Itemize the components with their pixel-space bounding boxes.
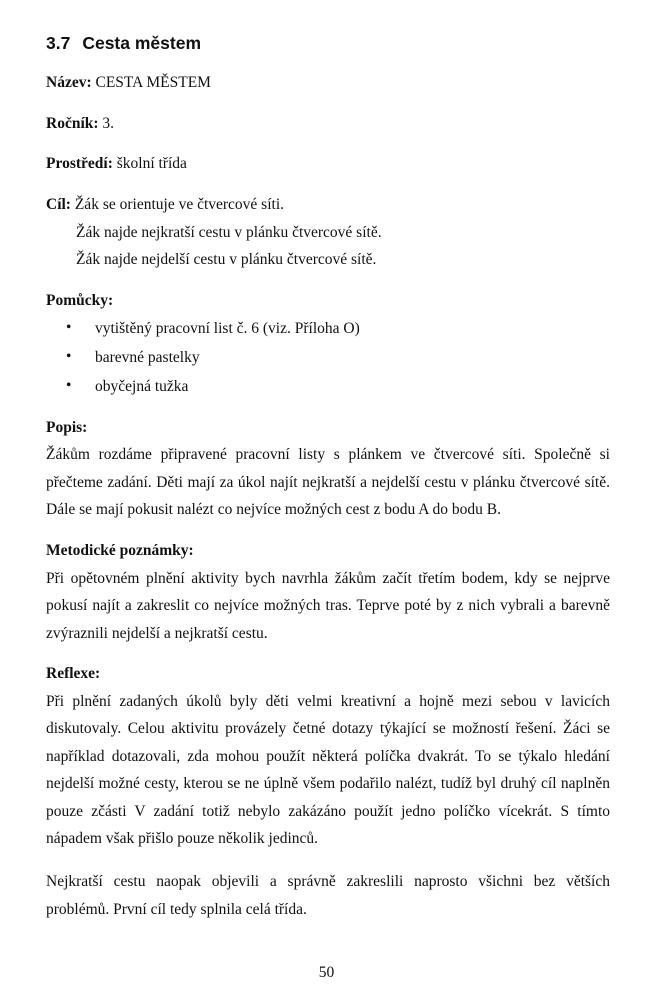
reflection-p1-line-6: nápadem však přišlo pouze několik jedinců. xyxy=(46,830,319,847)
bullet-icon: • xyxy=(66,377,72,394)
environment-field xyxy=(46,154,187,174)
environment-value: školní třída xyxy=(116,155,187,172)
environment-label: Prostředí: xyxy=(46,155,113,172)
description-line-2: přečteme zadání. Děti mají za úkol najít nejkratší a nejdelší cestu v plánku čtvercové sítě. xyxy=(46,474,610,491)
notes-line-3: zvýraznili nejdelší a nejkratší cestu. xyxy=(46,625,268,642)
section-title: Cesta městem xyxy=(82,33,201,53)
description-line-3: Dále se mají pokusit nalézt co nejvíce možných cest z bodu A do bodu B. xyxy=(46,501,501,518)
goal-line-1 xyxy=(46,195,284,215)
name-field xyxy=(46,73,211,93)
goal-text-1: Žák se orientuje ve čtvercové síti. xyxy=(74,196,285,213)
name-value: CESTA MĚSTEM xyxy=(95,74,211,91)
section-heading xyxy=(46,33,201,54)
reflection-p2-line-1: Nejkratší cestu naopak objevili a správně zakreslili naprosto všichni bez větších xyxy=(46,873,610,890)
reflection-p2-line-2: problémů. První cíl tedy splnila celá třída. xyxy=(46,901,307,918)
grade-label: Ročník: xyxy=(46,115,99,132)
name-label: Název: xyxy=(46,74,92,91)
description-label: Popis: xyxy=(46,419,88,436)
grade-field xyxy=(46,114,114,134)
reflection-p1-line-2: diskutovaly. Celou aktivitu provázely četné dotazy týkající se možností řešení. Žáci se xyxy=(46,720,610,737)
page-number: 50 xyxy=(318,964,335,981)
section-number: 3.7 xyxy=(46,33,71,53)
reflection-p1-line-4: nejdelší možné cesty, kterou se ne úplně všem podařilo nalézt, tudíž byl druhý cíl naplněn xyxy=(46,775,610,792)
notes-label: Metodické poznámky: xyxy=(46,542,194,559)
goal-line-3: Žák najde nejdelší cestu v plánku čtvercové sítě. xyxy=(76,251,377,268)
aids-item-3: obyčejná tužka xyxy=(95,378,189,395)
reflection-p1-line-3: například dotazovali, zda mohou použít některá políčka dvakrát. To se týkalo hledání xyxy=(46,748,610,765)
bullet-icon: • xyxy=(66,319,72,336)
description-line-1: Žákům rozdáme připravené pracovní listy s plánkem ve čtvercové síti. Společně si xyxy=(46,446,610,463)
reflection-label: Reflexe: xyxy=(46,665,101,682)
notes-line-1: Při opětovném plnění aktivity bych navrhla žákům začít třetím bodem, kdy se nejprve xyxy=(46,570,610,587)
reflection-p1-line-5: pouze zčásti V zadání totiž nebylo zakázáno použít jedno políčko vícekrát. S tímto xyxy=(46,803,610,820)
aids-label: Pomůcky: xyxy=(46,292,114,309)
goal-line-2: Žák najde nejkratší cestu v plánku čtvercové sítě. xyxy=(76,224,382,241)
grade-value: 3. xyxy=(102,115,115,132)
bullet-icon: • xyxy=(66,348,72,365)
aids-item-1: vytištěný pracovní list č. 6 (viz. Příloha O) xyxy=(95,320,360,337)
goal-label: Cíl: xyxy=(46,196,71,213)
notes-line-2: pokusí najít a zakreslit co nejvíce možných tras. Teprve poté by z nich vybrali a barevně xyxy=(46,597,610,614)
reflection-p1-line-1: Při plnění zadaných úkolů byly děti velmi kreativní a hojně mezi sebou v lavicích xyxy=(46,693,610,710)
aids-item-2: barevné pastelky xyxy=(95,349,200,366)
